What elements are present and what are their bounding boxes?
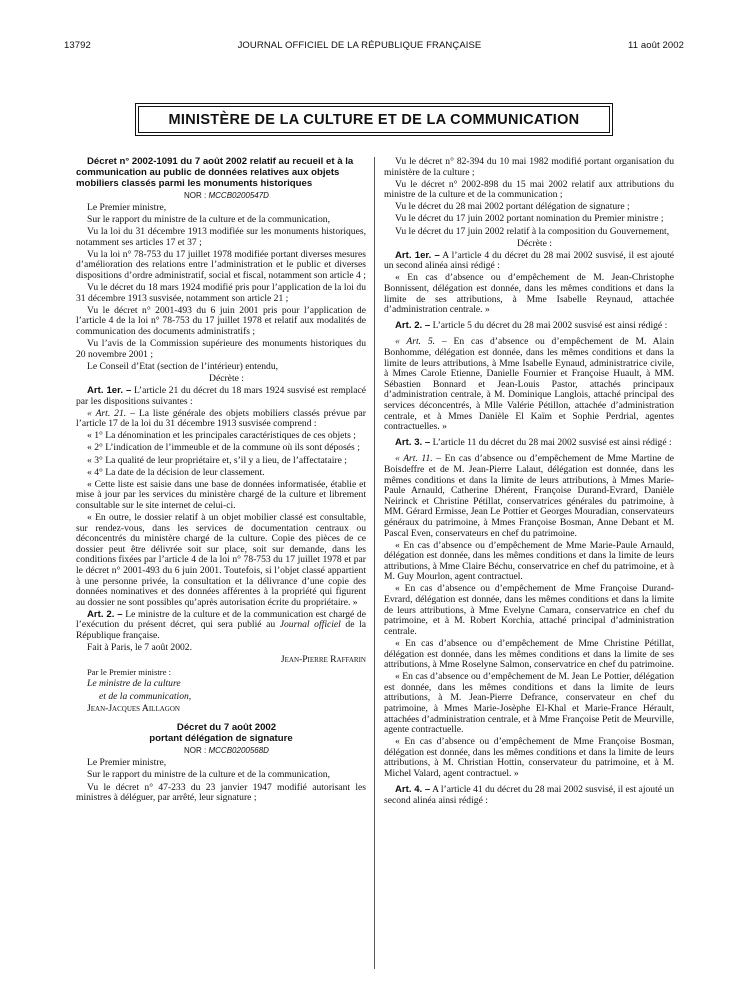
list-item: « 3° La qualité de leur propriétaire et, s’il y a lieu, de l’affectataire ;: [87, 454, 347, 466]
journal-title: JOURNAL OFFICIEL DE LA RÉPUBLIQUE FRANÇAISE: [237, 40, 482, 51]
article-11: [384, 454, 674, 539]
paragraph: Le Premier ministre,: [87, 757, 167, 769]
decree-2-title-line: Décret du 7 août 2002: [176, 722, 277, 734]
article-text: – En cas d’absence ou d’empêchement de Mme Martine de Boisdeffre et de M. Jean-Pierre Lalaut, délégation est donnée, dans les mêmes conditions et dans la limite de leurs attributions, à Mmes Marie-Paule Arnauld, Catherine Dhérent, Françoise Durand-Evrard, Danièle Neirinck et Christine Pétillat, conservatrices générales du patrimoine, à MM. Gérard Ermisse, Jean Le Pottier et Georges Mouradian, conservateurs généraux du patrimoine, à Mmes Françoise Bosman, Anne Debant et M. Pascal Even, conservateurs en chef du patrimoine.: [384, 453, 674, 539]
paragraph: Sur le rapport du ministre de la culture et de la communication,: [87, 214, 330, 226]
decree-1-title: Décret n° 2002-1091 du 7 août 2002 relatif au recueil et à la communication au public de données relatives aux objets mobiliers classés parmi les monuments historiques: [76, 156, 354, 189]
paragraph: « En cas d’absence ou d’empêchement de M. Jean Le Pottier, délégation est donnée, dans les mêmes conditions et dans la limite de leurs attributions, à M. Jean-Pierre Defrance, conservateur en chef du patrimoine, à Mmes Marie-Josèphe El-Khal et Marie-France Hérault, attachées d’administration centrale, et à Mme Françoise Petit de Meurville, agente contractuelle.: [384, 671, 674, 736]
paragraph: Vu le décret du 18 mars 1924 modifié pris pour l’application de la loi du 31 décembre 1913 susvisée, notamment son article 21 ;: [76, 282, 366, 304]
article-21: [76, 409, 366, 430]
signature-place-date: Fait à Paris, le 7 août 2002.: [87, 642, 192, 654]
paragraph: Vu le décret n° 2002-898 du 15 mai 2002 relatif aux attributions du ministre de la culture et de la communication ;: [384, 178, 674, 201]
decrete-heading: Décrète :: [517, 237, 552, 249]
article-label: Art. 4. –: [395, 784, 431, 796]
paragraph: Vu le décret n° 2001-493 du 6 juin 2001 pris pour l’application de l’article 4 de la loi n° 78-753 du 17 juillet 1978 et relatif aux modalités de communication des documents administratifs ;: [76, 304, 366, 338]
article-3: [384, 438, 674, 449]
page-number: 13792: [64, 40, 91, 51]
right-column: [384, 157, 674, 808]
paragraph: Vu le décret du 28 mai 2002 portant délégation de signature ;: [395, 201, 630, 213]
decree-2-title-line: portant délégation de signature: [149, 733, 293, 744]
nor-label: NOR :: [184, 190, 209, 200]
article-5: [384, 337, 674, 432]
paragraph: Vu la loi n° 78-753 du 17 juillet 1978 modifiée portant diverses mesures d’amélioration des relations entre l’administration et le public et diverses dispositions d’ordre administratif, social et fiscal, notamment son article 4 ;: [76, 248, 366, 282]
left-column: [76, 157, 366, 805]
article-label: Art. 1er. –: [395, 249, 440, 261]
list-item: « 1° La dénomination et les principales caractéristiques de ces objets ;: [87, 430, 356, 442]
list-item: « 2° L’indication de l’immeuble et de la commune où ils sont déposés ;: [87, 442, 360, 454]
paragraph: Vu le décret du 17 juin 2002 portant nomination du Premier ministre ;: [395, 213, 664, 225]
minister-title: Le ministre de la culture: [87, 678, 181, 690]
paragraph: « En cas d’absence ou d’empêchement de Mme Françoise Bosman, délégation est donnée, dans les mêmes conditions et dans la limite de leurs attributions, à M. Christian Hottin, conservateur du patrimoine, et à M. Michel Valard, agent contractuel. »: [384, 736, 674, 780]
paragraph: Vu le décret du 17 juin 2002 relatif à la composition du Gouvernement,: [395, 225, 670, 237]
minister-name: Jean-Jacques Aillagon: [87, 702, 180, 714]
article-text: L’article 5 du décret du 28 mai 2002 susvisé est ainsi rédigé :: [430, 320, 668, 332]
paragraph: « En cas d’absence ou d’empêchement de M. Jean-Christophe Bonnissent, délégation est donnée, dans les mêmes conditions et dans la limite de ses attributions, à Mme Isabelle Reynaud, attachée d’administration centrale. »: [384, 272, 674, 316]
paragraph: Vu la loi du 31 décembre 1913 modifiée sur les monuments historiques, notamment ses articles 17 et 37 ;: [76, 226, 366, 248]
article-text: A l’article 41 du décret du 28 mai 2002 susvisé, il est ajouté un second alinéa ainsi rédigé :: [384, 784, 674, 806]
paragraph: Vu l’avis de la Commission supérieure des monuments historiques du 20 novembre 2001 ;: [76, 338, 366, 360]
paragraph: « Cette liste est saisie dans une base de données informatisée, établie et mise à jour par les services du ministère chargé de la culture et librement consultable sur le site internet de celui-ci.: [76, 478, 366, 511]
paragraph: Le Conseil d’Etat (section de l’intérieur) entendu,: [87, 360, 279, 372]
decrete-heading: Décrète :: [209, 372, 244, 384]
article-label: « Art. 5.: [395, 336, 436, 348]
article-label: Art. 2. –: [87, 608, 123, 620]
article-text: Le ministre de la culture et de la communication est chargé de l’exécution du présent décret, qui sera publié au: [76, 608, 366, 631]
article-label: Art. 2. –: [395, 320, 431, 332]
paragraph: « En cas d’absence ou d’empêchement de Mme Marie-Paule Arnauld, délégation est donnée, dans les mêmes conditions et dans la limite de leurs attributions, à Mme Claire Béchu, conservatrice en chef du patrimoine, et à M. Guy Mourlon, agent contractuel.: [384, 539, 674, 583]
article-4: [384, 785, 674, 806]
nor-code: MCCB0200547D: [208, 190, 269, 200]
article-text: L’article 11 du décret du 28 mai 2002 susvisé est ainsi rédigé :: [430, 437, 672, 449]
article-label: Art. 3. –: [395, 437, 431, 449]
article-1: [384, 251, 674, 272]
article-text: de la République française.: [76, 619, 366, 642]
list-item: « 4° La date de la décision de leur classement.: [87, 466, 265, 478]
article-text: L’article 21 du décret du 18 mars 1924 susvisé est remplacé par les dispositions suivantes :: [76, 384, 366, 407]
countersign-intro: Par le Premier ministre :: [87, 667, 172, 678]
nor-label: NOR :: [184, 746, 209, 756]
article-label: Art. 1er. –: [87, 384, 132, 396]
paragraph: Vu le décret n° 47-233 du 23 janvier 1947 modifié autorisant les ministres à déléguer, par arrêté, leur signature ;: [76, 781, 366, 804]
paragraph: Vu le décret n° 82-394 du 10 mai 1982 modifié portant organisation du ministère de la culture ;: [384, 156, 674, 178]
ministry-banner: [135, 103, 613, 136]
article-1: [76, 386, 366, 407]
paragraph: Sur le rapport du ministre de la culture et de la communication,: [87, 769, 330, 781]
column-divider: [374, 157, 375, 969]
article-2: [384, 321, 674, 332]
signatory: Jean-Pierre Raffarin: [280, 654, 366, 666]
article-text: – En cas d’absence ou d’empêchement de M. Alain Bonhomme, délégation est donnée, dans les mêmes conditions et dans la limite de leurs attributions, à Mme Isabelle Eynaud, administratrice civile, à Mmes Carole Etienne, Danielle Fournier et Françoise Huault, à MM. Sébastien Bonnard et Jean-Louis Pastor, attachés principaux d’administration centrale, à M. Dominique Langlois, attaché principal des services déconcentrés, à Mlle Valérie Pétillon, attachée d’administration centrale, et à Mmes Danièle El Kaïm et Sophie Perdrial, agentes contractuelles. »: [384, 336, 674, 433]
decree-1-nor: [76, 191, 366, 202]
article-text: A l’article 4 du décret du 28 mai 2002 susvisé, il est ajouté un second alinéa ainsi rédigé :: [384, 249, 674, 272]
article-text: – La liste générale des objets mobiliers classés prévue par l’article 17 de la loi du 31 décembre 1913 susvisée comprend :: [76, 407, 366, 430]
running-head: [64, 40, 684, 51]
article-2: [76, 610, 366, 642]
paragraph: Le Premier ministre,: [87, 201, 167, 213]
paragraph: « En outre, le dossier relatif à un objet mobilier classé est consultable, sur rendez-vous, dans les services de documentation centraux ou déconcentrés du ministère chargé de la culture. Copie des pièces de ce dossier peut être délivrée soit sur place, soit sur demande, dans les conditions fixées par l’article 4 de la loi n° 78-753 du 17 juillet 1978 et par le décret n° 2001-493 du 6 juin 2001. Toutefois, si l’objet classé appartient à une personne privée, la consultation et la délivrance d’une copie des données nominatives et des données afférentes à la propriété qui figurent au dossier ne sont possibles qu’après autorisation écrite du propriétaire. »: [76, 512, 366, 608]
paragraph: « En cas d’absence ou d’empêchement de Mme Christine Pétillat, délégation est donnée, dans les mêmes conditions et dans la limite de ses attributions, à Mme Roselyne Salmon, conservatrice en chef du patrimoine.: [384, 637, 674, 671]
decree-2-nor: [76, 746, 366, 757]
nor-code: MCCB0200568D: [208, 746, 269, 756]
paragraph: « En cas d’absence ou d’empêchement de Mme Françoise Durand-Evrard, délégation est donnée, dans les mêmes conditions et dans la limite de leurs attributions, à Mme Evelyne Camara, conservatrice en chef du patrimoine, et à M. Robert Korchia, attaché principal d’administration centrale.: [384, 583, 674, 637]
issue-date: 11 août 2002: [628, 40, 684, 51]
article-label: « Art. 21.: [87, 407, 127, 419]
journal-reference: Journal officiel: [279, 619, 341, 631]
article-label: « Art. 11.: [395, 453, 433, 465]
minister-title: et de la communication,: [99, 690, 192, 702]
decree-2-title: [76, 723, 366, 745]
ministry-banner-title: MINISTÈRE DE LA CULTURE ET DE LA COMMUNICATION: [138, 106, 610, 133]
